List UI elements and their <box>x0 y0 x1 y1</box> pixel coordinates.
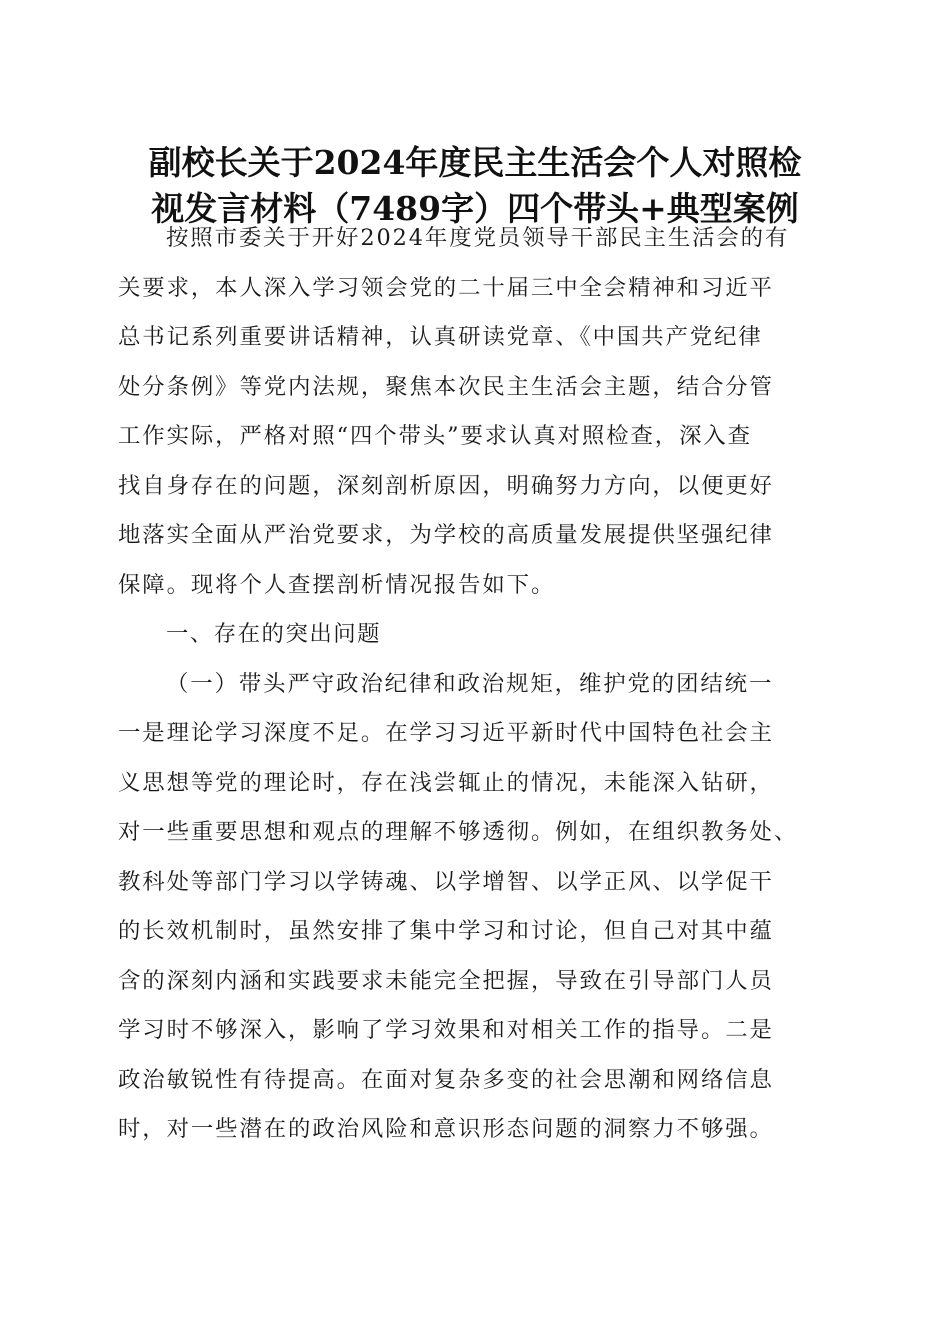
intro-line: 地落实全面从严治党要求，为学校的高质量发展提供坚强纪律 <box>118 522 774 548</box>
intro-line: 关要求，本人深入学习领会党的二十届三中全会精神和习近平 <box>118 274 774 301</box>
title-line-2: 视发言材料（7489字）四个带头+典型案例 <box>151 189 799 228</box>
body-line: 学习时不够深入，影响了学习效果和对相关工作的指导。二是 <box>118 1017 774 1043</box>
intro-line: 按照市委关于开好2024年度党员领导干部民主生活会的有 <box>166 225 790 251</box>
intro-line: 总书记系列重要讲话精神，认真研读党章、《中国共产党纪律 <box>118 324 763 350</box>
intro-line: 工作实际，严格对照“四个带头”要求认真对照检查，深入查 <box>118 423 752 449</box>
body-line: 义思想等党的理论时，存在浅尝辄止的情况，未能深入钻研， <box>118 769 774 796</box>
body-line: 一是理论学习深度不足。在学习习近平新时代中国特色社会主 <box>118 720 774 746</box>
intro-line: 保障。现将个人查摆剖析情况报告如下。 <box>118 571 556 598</box>
body-line: 政治敏锐性有待提高。在面对复杂多变的社会思潮和网络信息 <box>118 1066 774 1093</box>
body-line: 的长效机制时，虽然安排了集中学习和讨论，但自己对其中蕴 <box>118 918 774 944</box>
document-body <box>118 214 838 1155</box>
subsection-heading: （一）带头严守政治纪律和政治规矩，维护党的团结统一 <box>166 670 774 697</box>
section-heading: 一、存在的突出问题 <box>166 621 382 647</box>
body-line: 教科处等部门学习以学铸魂、以学增智、以学正风、以学促干 <box>118 868 774 895</box>
body-line: 含的深刻内涵和实践要求未能完全把握，导致在引导部门人员 <box>118 967 774 994</box>
body-line: 时，对一些潜在的政治风险和意识形态问题的洞察力不够强。 <box>118 1116 774 1142</box>
intro-line: 找自身存在的问题，深刻剖析原因，明确努力方向，以便更好 <box>118 472 774 499</box>
intro-line: 处分条例》等党内法规，聚焦本次民主生活会主题，结合分管 <box>118 373 774 400</box>
title-line-1: 副校长关于2024年度民主生活会个人对照检 <box>148 143 802 182</box>
body-line: 对一些重要思想和观点的理解不够透彻。例如，在组织教务处、 <box>118 819 799 845</box>
